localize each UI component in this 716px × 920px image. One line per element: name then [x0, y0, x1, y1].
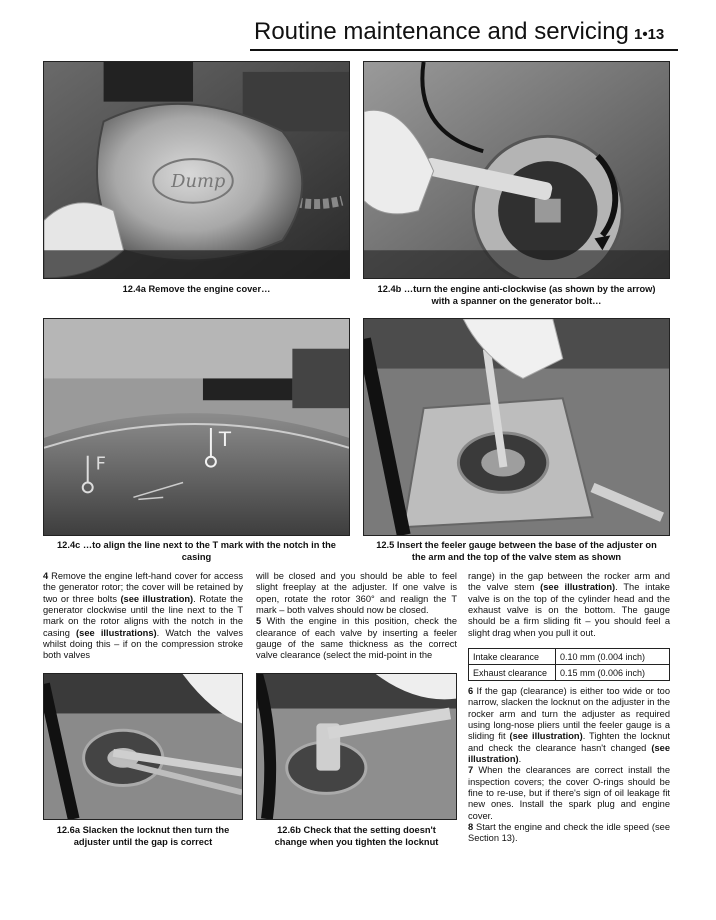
f-mark-text: F — [95, 453, 106, 475]
caption-12-6a-line2: adjuster until the gap is correct — [73, 836, 213, 847]
paragraphs-6-to-8 — [468, 686, 670, 845]
paragraph-5-continued — [468, 571, 670, 639]
caption-12-6b-line1: 12.6b Check that the setting doesn't — [277, 825, 436, 835]
caption-12-4a: 12.4a Remove the engine cover… — [122, 284, 271, 294]
page-title: Routine maintenance and servicing — [254, 18, 629, 45]
caption-12-4c-line1: 12.4c …to align the line next to the T mark with the notch in the — [57, 540, 336, 550]
p6-text-e: . — [518, 754, 522, 765]
p7-text: When the clearances are correct install the inspection covers; the cover O-rings should be fine to re-use, but if there's sign of oil leakage fit new ones. Install the spark plug and engine cover. — [468, 765, 670, 821]
step-number-5: 5 — [256, 616, 262, 627]
p6-see-illustration-1: (see illustration) — [509, 731, 583, 742]
table-row — [469, 665, 670, 681]
p4-text-e: . Watch the valves whilst doing this – if on the compression stroke both valves — [43, 627, 243, 661]
p4-continued-text: will be closed and you should be able to feel slight freeplay at the adjuster. If one valve is open, rotate the rotor 360° and realign the T mark – both valves should now be closed. — [256, 571, 457, 616]
p5-continued-a: range) in the gap between the rocker arm and the valve stem — [468, 571, 670, 593]
paragraph-4 — [43, 571, 243, 662]
header-rule — [250, 49, 678, 51]
p8-text: Start the engine and check the idle speed (see Section 13). — [468, 822, 670, 844]
photo-tighten-locknut — [256, 673, 457, 820]
caption-12-4b — [363, 284, 670, 307]
caption-12-6b — [256, 825, 457, 848]
p5-see-illustration: (see illustration) — [540, 582, 616, 593]
caption-12-6b-line2: change when you tighten the locknut — [274, 836, 439, 847]
exhaust-value: 0.15 mm (0.006 inch) — [556, 665, 670, 681]
p4-see-illustration: (see illustration) — [120, 593, 194, 604]
t-mark-text: T — [218, 427, 231, 451]
p6-text-a: If the gap (clearance) is either too wide or too narrow, slacken the locknut on the adjuster in the rocker arm and turn the adjuster as required using long-nose pliers until the feeler gauge is a sliding fit — [468, 686, 670, 742]
caption-12-4c-line2: casing — [181, 551, 212, 562]
caption-12-6a-line1: 12.6a Slacken the locknut then turn the — [56, 825, 230, 835]
step-number-4: 4 — [43, 571, 49, 581]
caption-12-5-line2: the arm and the top of the valve stem as shown — [411, 551, 622, 562]
photo-generator-spanner — [363, 61, 670, 279]
caption-12-5 — [363, 540, 670, 563]
paragraph-4-continued — [256, 571, 457, 662]
p6-text-c: . Tighten the locknut and check the clearance hasn't changed — [468, 731, 670, 753]
p5-text-a: With the engine in this position, check the clearance of each valve by inserting a feeler gauge of the same thickness as the correct valve clearance (select the mid-point in the — [256, 616, 457, 661]
page-header — [250, 18, 680, 52]
photo-feeler-gauge — [363, 318, 670, 536]
photo-slacken-locknut — [43, 673, 243, 820]
caption-12-4b-line1: 12.4b …turn the engine anti-clockwise (as shown by the arrow) — [377, 284, 656, 294]
exhaust-label: Exhaust clearance — [469, 665, 556, 681]
p5-continued-c: . The intake valve is on the top of the cylinder head and the exhaust valve is on the bottom. The gauge should be a firm sliding fit – you should feel a slight drag when you pull it out. — [468, 582, 670, 638]
caption-12-5-line1: 12.5 Insert the feeler gauge between the base of the adjuster on — [376, 540, 657, 550]
step-number-7: 7 — [468, 765, 474, 776]
intake-label: Intake clearance — [469, 649, 556, 665]
caption-12-4c — [43, 540, 350, 563]
p4-see-illustrations: (see illustrations) — [76, 627, 157, 638]
table-row — [469, 649, 670, 665]
photo-t-mark-alignment — [43, 318, 350, 536]
caption-12-4b-line2: with a spanner on the generator bolt… — [431, 295, 602, 306]
valve-clearance-table — [468, 648, 670, 681]
step-number-6: 6 — [468, 686, 474, 696]
caption-12-6a — [43, 825, 243, 848]
p4-text-a: Remove the engine left-hand cover for access the generator rotor; the cover will be retained by two or three bolts — [43, 571, 243, 604]
p6-see-illustration-2: (see illustration) — [468, 742, 670, 765]
intake-value: 0.10 mm (0.004 inch) — [556, 649, 670, 665]
step-number-8: 8 — [468, 822, 474, 833]
photo-engine-cover — [43, 61, 350, 279]
cover-logo-text: Dump — [171, 170, 226, 192]
page-number: 1•13 — [634, 26, 665, 43]
p4-text-c: . Rotate the generator clockwise until the line next to the T mark on the rotor aligns with the notch in the casing — [43, 593, 243, 638]
